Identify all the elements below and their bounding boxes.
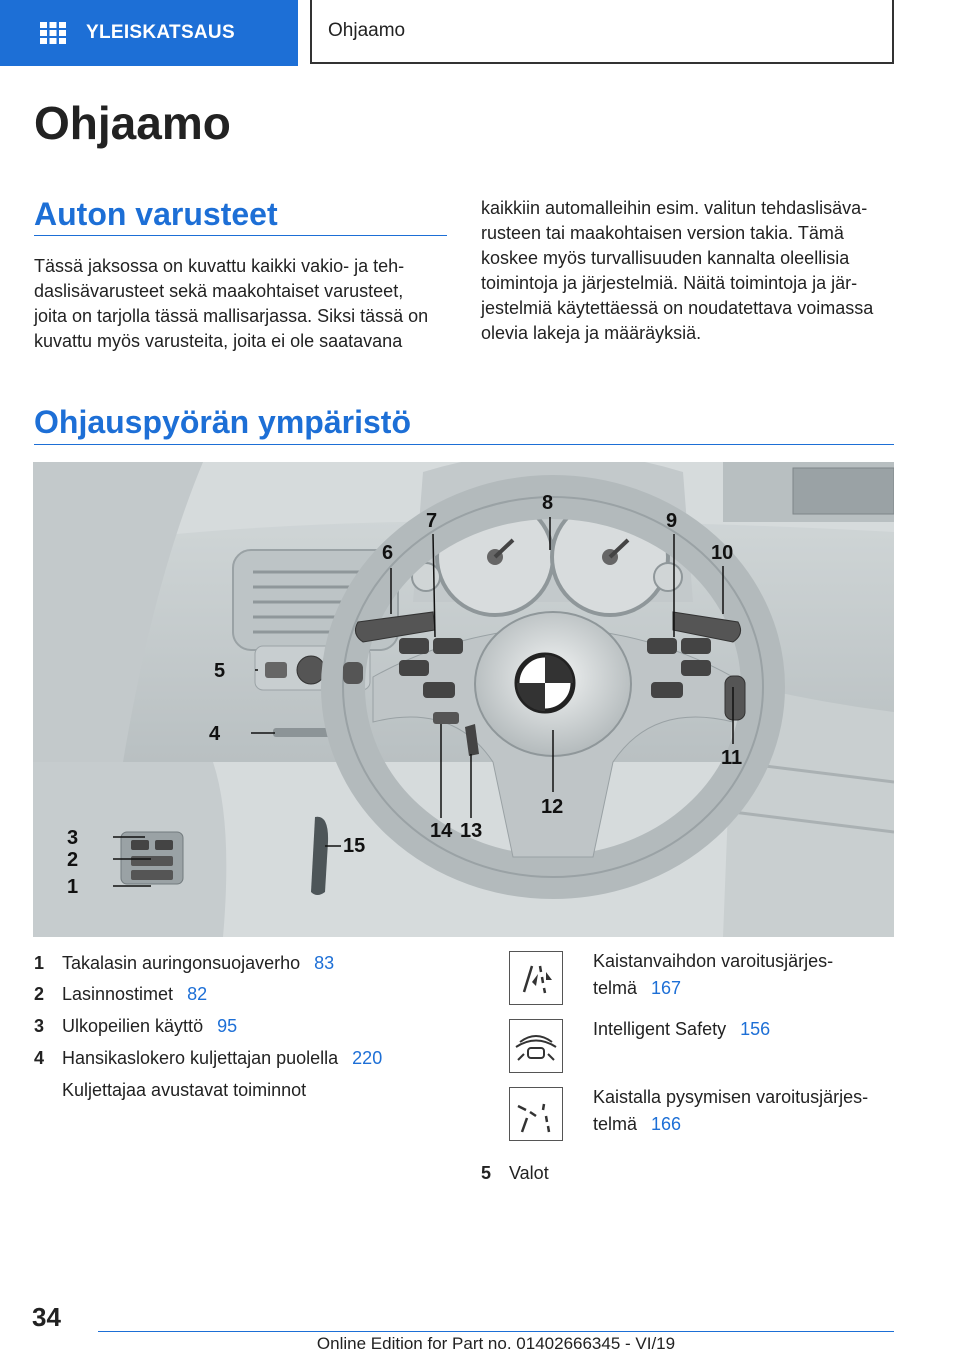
text-line: jestelmiä käytettäessä on noudatettava voimassa — [481, 298, 874, 318]
intelligent-safety-symbol — [509, 1019, 563, 1073]
text-line: toimintoja ja järjestelmiä. Näitä toimintoja ja jär- — [481, 273, 858, 293]
figure-label: 4 — [209, 723, 221, 745]
figure-label: 1 — [67, 876, 79, 898]
text-line: Kaistanvaihdon varoitusjärjes- — [593, 951, 834, 971]
item-number: 2 — [34, 984, 45, 1004]
section-rule — [34, 235, 447, 236]
text-line: Kaistalla pysymisen varoitusjärjes- — [593, 1087, 869, 1107]
item-text: Lasinnostimet — [62, 984, 174, 1004]
page-reference-link[interactable]: 167 — [651, 978, 682, 998]
section-rule — [34, 444, 894, 445]
intro-column-2 — [481, 196, 901, 346]
figure-label: 5 — [214, 660, 226, 682]
figure-label: 9 — [666, 510, 678, 532]
breadcrumb-label: Ohjaamo — [328, 20, 406, 41]
item-number: 5 — [481, 1163, 492, 1183]
page-reference-link[interactable]: 95 — [217, 1016, 238, 1036]
item-text-wrap — [62, 1014, 237, 1039]
text-line: olevia lakeja ja määräyksiä. — [481, 323, 702, 343]
page-reference-link[interactable]: 156 — [740, 1019, 771, 1039]
text-line: kaikkiin automalleihin esim. valitun tehdaslisäva- — [481, 198, 868, 218]
text-line: Tässä jaksossa on kuvattu kaikki vakio- ja teh- — [34, 256, 405, 276]
item-text: Kuljettajaa avustavat toiminnot — [62, 1080, 307, 1100]
legend-text-intelligent-safety — [593, 1016, 893, 1043]
text-line-end: telmä — [593, 978, 638, 998]
intro-column-1 — [34, 254, 454, 354]
text-line — [593, 975, 893, 1002]
section-tab-label: YLEISKATSAUS — [86, 22, 235, 43]
page-number: 34 — [32, 1302, 61, 1332]
item-text-wrap — [62, 1046, 382, 1071]
figure-label: 14 — [430, 820, 453, 842]
figure-label: 2 — [67, 849, 79, 871]
page-reference-link[interactable]: 83 — [314, 953, 335, 973]
item-text: Takalasin auringonsuojaverho — [62, 953, 301, 973]
intelligent-safety-icon — [510, 1020, 562, 1072]
text-line: joita on tarjolla tässä mallisarjassa. Siksi tässä on — [34, 306, 429, 326]
page-reference-link[interactable]: 82 — [187, 984, 208, 1004]
text-line: daslisävarusteet sekä maakohtaiset varusteet, — [34, 281, 404, 301]
figure-label: 12 — [541, 796, 564, 818]
footer-edition: Online Edition for Part no. 01402666345 - VI/19 — [316, 1334, 676, 1353]
lane-change-warning-icon — [510, 952, 562, 1004]
text-line — [593, 1016, 893, 1043]
text-line: kuvattu myös varusteita, joita ei ole saatavana — [34, 331, 403, 351]
lane-departure-warning-symbol — [509, 1087, 563, 1141]
legend-item-5 — [481, 1161, 901, 1191]
text-line: rusteen tai maakohtaisen version takia. Tämä — [481, 223, 844, 243]
lane-change-warning-symbol — [509, 951, 563, 1005]
figure-label: 11 — [721, 747, 743, 769]
legend-left — [34, 951, 474, 1131]
figure-label: 3 — [67, 827, 79, 849]
figure-label: 6 — [382, 542, 394, 564]
page-reference-link[interactable]: 220 — [352, 1048, 383, 1068]
section-heading-steering: Ohjauspyörän ympäristö — [34, 404, 411, 440]
section-heading-equipment: Auton varusteet — [34, 196, 278, 232]
breadcrumb[interactable] — [310, 0, 894, 64]
item-number: 1 — [34, 953, 45, 973]
item-text: Valot — [509, 1163, 549, 1183]
figure-label: 15 — [343, 835, 366, 857]
item-text: Hansikaslokero kuljettajan puolella — [62, 1048, 339, 1068]
top-navigation — [0, 0, 960, 66]
legend-text-lane-change — [593, 948, 893, 1002]
item-text: Ulkopeilien käyttö — [62, 1016, 204, 1036]
text-line — [593, 1111, 893, 1138]
section-tab-overview[interactable] — [0, 0, 298, 66]
text-line-start: Intelligent Safety — [593, 1019, 727, 1039]
item-text-wrap — [62, 982, 207, 1007]
figure-label: 8 — [542, 492, 554, 514]
lane-departure-warning-icon — [510, 1088, 562, 1140]
footer-rule — [98, 1331, 894, 1332]
text-line: koskee myös turvallisuuden kannalta oleellisia — [481, 248, 850, 268]
cockpit-illustration — [33, 462, 894, 937]
grid-menu-icon — [40, 22, 66, 44]
cockpit-figure — [33, 462, 894, 937]
item-number: 3 — [34, 1016, 45, 1036]
figure-label: 13 — [460, 820, 483, 842]
figure-label: 10 — [711, 542, 734, 564]
item-number: 4 — [34, 1048, 45, 1068]
text-line-end: telmä — [593, 1114, 638, 1134]
item-text-wrap — [62, 951, 334, 976]
page-title: Ohjaamo — [34, 97, 231, 149]
page-reference-link[interactable]: 166 — [651, 1114, 682, 1134]
legend-text-lane-departure — [593, 1084, 893, 1138]
figure-label: 7 — [426, 510, 438, 532]
